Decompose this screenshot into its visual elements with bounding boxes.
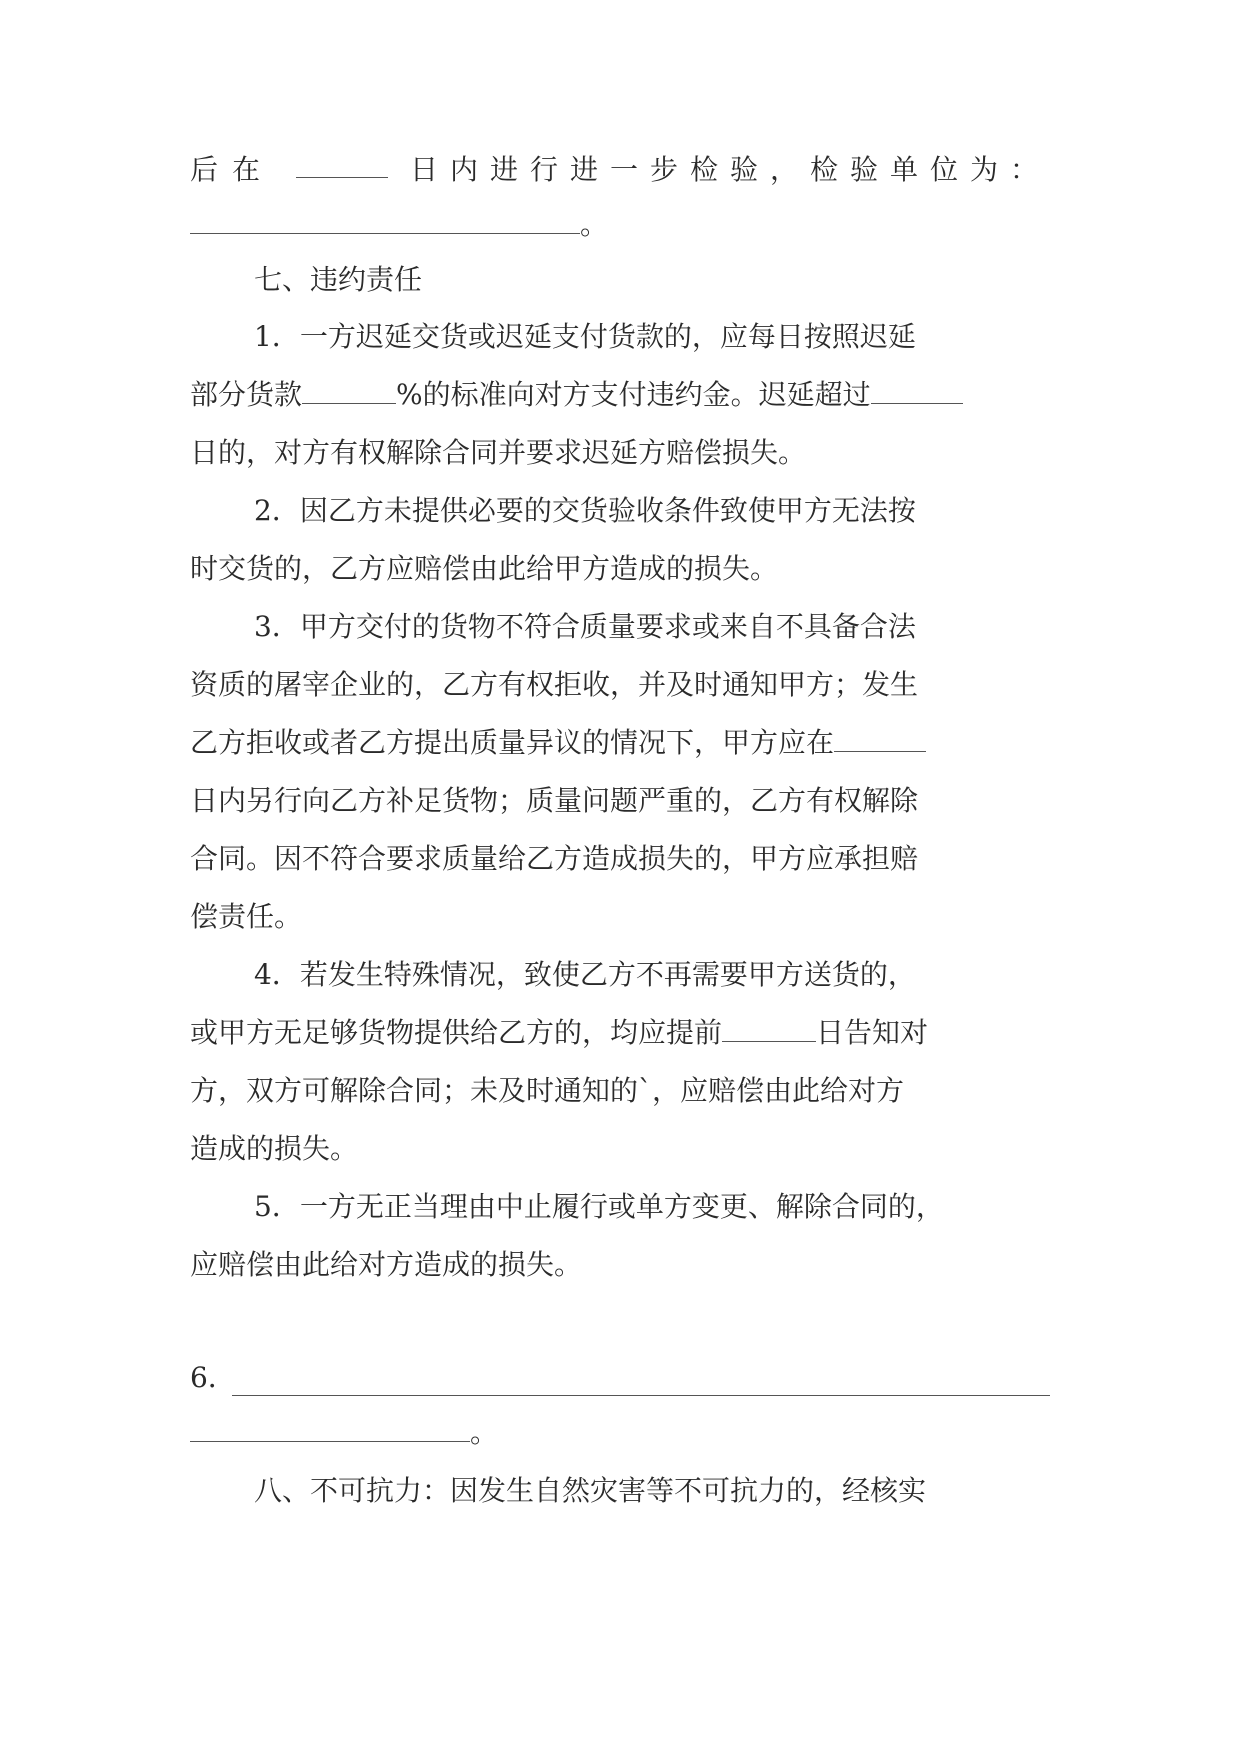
item-1-line-2 [190,375,1050,415]
item-2-line-2: 时交货的，乙方应赔偿由此给甲方造成的损失。 [190,552,779,585]
item-2-line-1: 2．因乙方未提供必要的交货验收条件致使甲方无法按 [254,494,916,527]
item-3-line-4: 日内另行向乙方补足货物；质量问题严重的，乙方有权解除 [190,784,919,817]
item-1-part-b: %的标准向对方支付违约金。迟延超过 [396,378,871,411]
inspection-line-2 [190,205,1050,245]
inspection-unit-blank[interactable] [190,206,580,234]
item-3-days-blank[interactable] [834,724,926,752]
inspection-days-blank[interactable] [296,150,388,178]
item-1-line-3: 日的，对方有权解除合同并要求迟延方赔偿损失。 [190,436,807,469]
item-6-blank-2[interactable] [190,1414,470,1442]
item-1-line-1: 1．一方迟延交货或迟延支付货款的，应每日按照迟延 [254,320,916,353]
item-3-line-2: 资质的屠宰企业的，乙方有权拒收，并及时通知甲方；发生 [190,668,919,701]
item-3-line-5: 合同。因不符合要求质量给乙方造成损失的，甲方应承担赔 [190,842,919,875]
item-6-line-2 [190,1413,1050,1453]
item-3-line-3-text: 乙方拒收或者乙方提出质量异议的情况下，甲方应在 [190,726,835,759]
item-1-part-a: 部分货款 [190,378,303,411]
inspection-after-blank: 日内进行进一步检验，检验单位为： [409,153,1050,186]
item-1-percent-blank[interactable] [302,376,396,404]
item-4-line-2 [190,1013,1050,1053]
item-4-line-3: 方，双方可解除合同；未及时通知的`，应赔偿由此给对方 [190,1074,905,1107]
item-4-line-1: 4．若发生特殊情况，致使乙方不再需要甲方送货的， [254,958,916,991]
section-8-line-1: 八、不可抗力：因发生自然灾害等不可抗力的，经核实 [254,1474,927,1507]
item-6-line-2-end: 。 [470,1416,499,1449]
section-7-title: 七、违约责任 [254,263,423,296]
inspection-line-1 [190,150,1050,190]
item-3-line-3 [190,723,1050,763]
item-4-part-b: 日告知对 [816,1016,929,1049]
inspection-before-blank: 后在 [190,153,275,186]
item-6-line-1 [190,1358,1050,1398]
item-4-line-4: 造成的损失。 [190,1132,359,1165]
item-1-days-blank[interactable] [871,376,963,404]
item-6-label: 6． [190,1361,236,1394]
inspection-line-2-end: 。 [580,208,609,241]
item-3-line-1: 3．甲方交付的货物不符合质量要求或来自不具备合法 [254,610,916,643]
item-6-blank-1[interactable] [232,1395,1050,1396]
item-3-line-6: 偿责任。 [190,900,303,933]
item-5-line-2: 应赔偿由此给对方造成的损失。 [190,1248,583,1281]
item-4-part-a: 或甲方无足够货物提供给乙方的，均应提前 [190,1016,723,1049]
item-5-line-1: 5．一方无正当理由中止履行或单方变更、解除合同的， [254,1190,944,1223]
item-4-days-blank[interactable] [722,1014,816,1042]
